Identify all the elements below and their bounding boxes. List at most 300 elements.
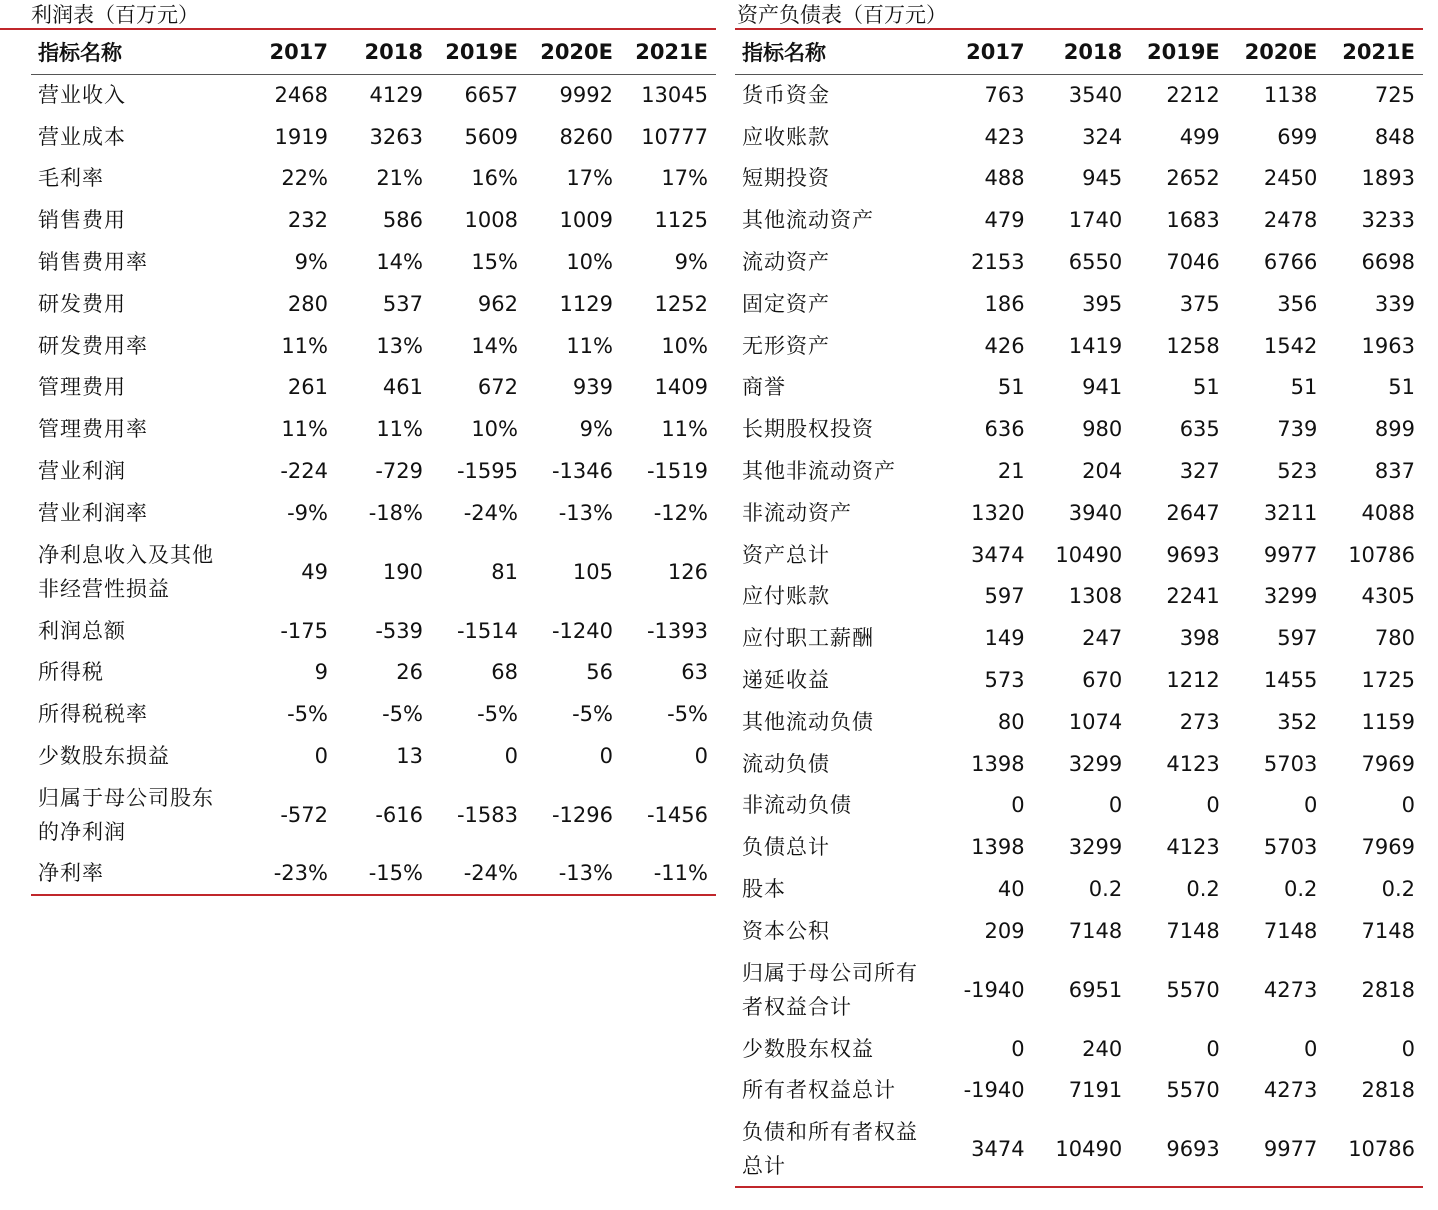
cell-2020e: 352 bbox=[1277, 709, 1318, 734]
cell-2019e: 10% bbox=[471, 417, 518, 442]
cell-2019e: -1595 bbox=[456, 459, 518, 484]
cell-2019e: 672 bbox=[477, 375, 518, 400]
cell-2017: 149 bbox=[984, 626, 1025, 651]
cell-2018: 3940 bbox=[1068, 500, 1123, 525]
cell-2019e: 2647 bbox=[1166, 500, 1220, 525]
table-row bbox=[31, 283, 716, 325]
cell-2018: 21% bbox=[376, 166, 423, 191]
table-row bbox=[735, 868, 1423, 910]
cell-2019e: 4123 bbox=[1166, 835, 1220, 860]
cell-2020e: 0 bbox=[1304, 793, 1318, 818]
column-header-name: 指标名称 bbox=[31, 30, 241, 74]
row-label: 流动资产 bbox=[742, 250, 830, 275]
cell-2021e: -1393 bbox=[646, 618, 708, 643]
table-row bbox=[735, 826, 1423, 868]
cell-2020e: 10% bbox=[566, 250, 613, 275]
cell-2019e: 5570 bbox=[1166, 977, 1220, 1002]
column-header-2018: 2018 bbox=[336, 30, 431, 74]
cell-2021e: 126 bbox=[667, 559, 708, 584]
cell-2017: -1940 bbox=[963, 1078, 1025, 1103]
cell-2018: 395 bbox=[1082, 291, 1123, 316]
table-row bbox=[31, 116, 716, 158]
income-statement-panel bbox=[31, 0, 716, 896]
cell-2017: 186 bbox=[984, 291, 1025, 316]
cell-2020e: 8260 bbox=[559, 124, 613, 149]
row-label: 非流动资产 bbox=[742, 500, 852, 525]
cell-2019e: -24% bbox=[431, 853, 526, 895]
cell-2019e: -1514 bbox=[456, 618, 518, 643]
cell-2019e: 9693 bbox=[1166, 542, 1220, 567]
cell-2019e: 16% bbox=[471, 166, 518, 191]
cell-2021e: 0.2 bbox=[1381, 877, 1415, 902]
row-label: 利润总额 bbox=[38, 618, 126, 643]
table-row bbox=[31, 853, 716, 895]
cell-2017: 80 bbox=[997, 709, 1025, 734]
cell-2018: 3263 bbox=[369, 124, 423, 149]
cell-2017: 488 bbox=[984, 166, 1025, 191]
cell-2018: 537 bbox=[382, 291, 423, 316]
row-label: 长期股权投资 bbox=[742, 417, 874, 442]
column-header-2019e: 2019E bbox=[1130, 30, 1228, 74]
cell-2018: 3299 bbox=[1068, 751, 1123, 776]
cell-2018: 1419 bbox=[1068, 333, 1123, 358]
cell-2017: 40 bbox=[997, 877, 1025, 902]
column-header-name: 指标名称 bbox=[735, 30, 935, 74]
cell-2017: 423 bbox=[984, 124, 1025, 149]
column-header-2021e: 2021E bbox=[1325, 30, 1423, 74]
cell-2021e: 0 bbox=[1401, 793, 1415, 818]
cell-2018: 4129 bbox=[369, 83, 423, 108]
cell-2019e: 9693 bbox=[1130, 1111, 1228, 1187]
cell-2020e: 2478 bbox=[1263, 208, 1318, 233]
table-row bbox=[31, 408, 716, 450]
cell-2021e: 4088 bbox=[1361, 500, 1415, 525]
cell-2018: 461 bbox=[382, 375, 423, 400]
cell-2020e: 6766 bbox=[1263, 250, 1318, 275]
row-label: 管理费用率 bbox=[38, 417, 148, 442]
income-statement-title: 利润表（百万元） bbox=[0, 0, 716, 30]
cell-2021e: 10% bbox=[661, 333, 708, 358]
cell-2021e: 17% bbox=[661, 166, 708, 191]
cell-2021e: 339 bbox=[1374, 291, 1415, 316]
row-label: 非流动负债 bbox=[742, 793, 852, 818]
cell-2018: 1074 bbox=[1068, 709, 1123, 734]
cell-2020e: 56 bbox=[586, 660, 613, 685]
cell-2020e: 1129 bbox=[559, 291, 613, 316]
cell-2021e: 2818 bbox=[1361, 1078, 1415, 1103]
table-row bbox=[31, 610, 716, 652]
cell-2020e: 356 bbox=[1277, 291, 1318, 316]
cell-2019e: -5% bbox=[477, 702, 518, 727]
cell-2017: 11% bbox=[281, 333, 328, 358]
cell-2019e: 2241 bbox=[1166, 584, 1220, 609]
table-row bbox=[735, 910, 1423, 952]
table-row bbox=[31, 492, 716, 534]
cell-2018: 7191 bbox=[1068, 1078, 1123, 1103]
table-row bbox=[735, 283, 1423, 325]
column-header-2018: 2018 bbox=[1033, 30, 1131, 74]
table-row bbox=[735, 743, 1423, 785]
cell-2020e: 0 bbox=[1304, 1036, 1318, 1061]
row-label: 少数股东权益 bbox=[742, 1036, 874, 1061]
row-label: 无形资产 bbox=[742, 333, 830, 358]
table-row bbox=[735, 74, 1423, 116]
table-row bbox=[31, 241, 716, 283]
cell-2021e: 10777 bbox=[641, 124, 708, 149]
cell-2017: 232 bbox=[287, 208, 328, 233]
cell-2021e: 899 bbox=[1374, 417, 1415, 442]
cell-2017: -5% bbox=[287, 702, 328, 727]
cell-2017: 479 bbox=[984, 208, 1025, 233]
row-label: 商誉 bbox=[742, 375, 786, 400]
cell-2020e: 2450 bbox=[1263, 166, 1318, 191]
cell-2019e: 273 bbox=[1179, 709, 1220, 734]
cell-2020e: 1138 bbox=[1263, 83, 1318, 108]
cell-2018: 945 bbox=[1082, 166, 1123, 191]
cell-2020e: 9% bbox=[579, 417, 613, 442]
row-label: 应收账款 bbox=[742, 124, 830, 149]
row-label: 营业收入 bbox=[38, 83, 126, 108]
row-label: 其他流动负债 bbox=[742, 709, 874, 734]
cell-2020e: 699 bbox=[1277, 124, 1318, 149]
cell-2019e: 1212 bbox=[1166, 668, 1220, 693]
cell-2019e: 51 bbox=[1193, 375, 1220, 400]
cell-2019e: 962 bbox=[477, 291, 518, 316]
cell-2019e: 0 bbox=[1206, 793, 1220, 818]
cell-2020e: 3211 bbox=[1263, 500, 1318, 525]
cell-2019e: 68 bbox=[491, 660, 518, 685]
table-row bbox=[31, 693, 716, 735]
cell-2019e: 7148 bbox=[1166, 918, 1220, 943]
cell-2018: 1308 bbox=[1068, 584, 1123, 609]
income-table-body bbox=[31, 74, 716, 895]
cell-2020e: 5703 bbox=[1263, 835, 1318, 860]
cell-2019e: 0.2 bbox=[1186, 877, 1220, 902]
row-label: 研发费用 bbox=[38, 291, 126, 316]
balance-sheet-panel bbox=[735, 0, 1423, 1188]
table-row bbox=[735, 241, 1423, 283]
cell-2018: 190 bbox=[382, 559, 423, 584]
cell-2017: 22% bbox=[281, 166, 328, 191]
cell-2018: 941 bbox=[1082, 375, 1123, 400]
cell-2017: 0 bbox=[314, 744, 328, 769]
cell-2021e: 725 bbox=[1374, 83, 1415, 108]
column-header-2017: 2017 bbox=[935, 30, 1033, 74]
row-label: 研发费用率 bbox=[38, 333, 148, 358]
cell-2018: 10490 bbox=[1033, 1111, 1131, 1187]
income-statement-table bbox=[31, 30, 716, 896]
row-label: 货币资金 bbox=[742, 83, 830, 108]
row-label: 固定资产 bbox=[742, 291, 830, 316]
cell-2020e: -1346 bbox=[551, 459, 613, 484]
cell-2021e: 837 bbox=[1374, 459, 1415, 484]
cell-2018: -616 bbox=[375, 802, 423, 827]
cell-2020e: 7148 bbox=[1263, 918, 1318, 943]
cell-2017: 209 bbox=[984, 918, 1025, 943]
table-row bbox=[735, 1028, 1423, 1070]
row-label: 净利率 bbox=[31, 853, 241, 895]
cell-2018: -5% bbox=[382, 702, 423, 727]
cell-2021e: 7969 bbox=[1361, 835, 1415, 860]
column-header-2020e: 2020E bbox=[526, 30, 621, 74]
row-label: 其他非流动资产 bbox=[742, 459, 896, 484]
cell-2018: 1740 bbox=[1068, 208, 1123, 233]
cell-2021e: -5% bbox=[667, 702, 708, 727]
cell-2021e: 1409 bbox=[654, 375, 708, 400]
cell-2019e: 1008 bbox=[464, 208, 518, 233]
cell-2019e: 0 bbox=[1206, 1036, 1220, 1061]
cell-2020e: 9977 bbox=[1263, 542, 1318, 567]
table-row bbox=[735, 199, 1423, 241]
cell-2017: 49 bbox=[301, 559, 328, 584]
cell-2020e: 17% bbox=[566, 166, 613, 191]
cell-2020e: 1542 bbox=[1263, 333, 1318, 358]
balance-sheet-table bbox=[735, 30, 1423, 1188]
cell-2019e: 81 bbox=[491, 559, 518, 584]
cell-2018: 204 bbox=[1082, 459, 1123, 484]
cell-2018: 980 bbox=[1082, 417, 1123, 442]
cell-2017: 1398 bbox=[971, 751, 1025, 776]
cell-2021e: 0 bbox=[694, 744, 708, 769]
table-row bbox=[31, 652, 716, 694]
cell-2017: 0 bbox=[1011, 793, 1025, 818]
cell-2018: -729 bbox=[375, 459, 423, 484]
table-row bbox=[735, 450, 1423, 492]
cell-2017: 426 bbox=[984, 333, 1025, 358]
cell-2018: 0 bbox=[1108, 793, 1123, 818]
cell-2017: -175 bbox=[280, 618, 328, 643]
column-header-2021e: 2021E bbox=[621, 30, 716, 74]
cell-2020e: -13% bbox=[526, 853, 621, 895]
cell-2021e: -1519 bbox=[646, 459, 708, 484]
cell-2019e: -24% bbox=[463, 500, 518, 525]
cell-2019e: 5570 bbox=[1166, 1078, 1220, 1103]
table-row bbox=[735, 576, 1423, 618]
cell-2020e: -13% bbox=[558, 500, 613, 525]
row-label: 归属于母公司所有者权益合计 bbox=[742, 960, 918, 1019]
table-row bbox=[735, 408, 1423, 450]
cell-2018: -539 bbox=[375, 618, 423, 643]
row-label: 少数股东损益 bbox=[38, 744, 170, 769]
cell-2018: 14% bbox=[376, 250, 423, 275]
cell-2021e: 1252 bbox=[654, 291, 708, 316]
table-row bbox=[735, 492, 1423, 534]
row-label: 营业利润率 bbox=[38, 500, 148, 525]
cell-2018: 3540 bbox=[1068, 83, 1123, 108]
cell-2017: 1320 bbox=[971, 500, 1025, 525]
cell-2019e: 6657 bbox=[464, 83, 518, 108]
cell-2021e: 4305 bbox=[1361, 584, 1415, 609]
cell-2017: 1398 bbox=[971, 835, 1025, 860]
cell-2020e: 0 bbox=[599, 744, 613, 769]
cell-2018: 13% bbox=[376, 333, 423, 358]
cell-2021e: 6698 bbox=[1361, 250, 1415, 275]
table-row bbox=[735, 701, 1423, 743]
cell-2018: 586 bbox=[382, 208, 423, 233]
cell-2021e: 1725 bbox=[1361, 668, 1415, 693]
cell-2021e: 10786 bbox=[1325, 1111, 1423, 1187]
table-header-row bbox=[31, 30, 716, 74]
cell-2018: 13 bbox=[396, 744, 423, 769]
cell-2017: -1940 bbox=[963, 977, 1025, 1002]
table-row bbox=[31, 450, 716, 492]
cell-2021e: 3233 bbox=[1361, 208, 1415, 233]
cell-2017: 573 bbox=[984, 668, 1025, 693]
cell-2020e: -1240 bbox=[551, 618, 613, 643]
cell-2020e: 1009 bbox=[559, 208, 613, 233]
cell-2017: 9% bbox=[294, 250, 328, 275]
column-header-2020e: 2020E bbox=[1228, 30, 1326, 74]
cell-2018: 324 bbox=[1082, 124, 1123, 149]
cell-2018: 240 bbox=[1082, 1036, 1123, 1061]
table-row bbox=[31, 199, 716, 241]
cell-2019e: 14% bbox=[471, 333, 518, 358]
cell-2021e: 780 bbox=[1374, 626, 1415, 651]
cell-2020e: 3299 bbox=[1263, 584, 1318, 609]
cell-2019e: 499 bbox=[1179, 124, 1220, 149]
row-label: 流动负债 bbox=[742, 751, 830, 776]
cell-2017: 51 bbox=[997, 375, 1025, 400]
cell-2021e: 7148 bbox=[1361, 918, 1415, 943]
cell-2021e: 1125 bbox=[654, 208, 708, 233]
table-row bbox=[31, 735, 716, 777]
row-label: 资本公积 bbox=[742, 918, 830, 943]
cell-2017: 2468 bbox=[274, 83, 328, 108]
cell-2018: 3299 bbox=[1068, 835, 1123, 860]
cell-2018: 26 bbox=[396, 660, 423, 685]
cell-2019e: 0 bbox=[504, 744, 518, 769]
cell-2019e: 2652 bbox=[1166, 166, 1220, 191]
cell-2021e: -12% bbox=[653, 500, 708, 525]
cell-2017: 9 bbox=[314, 660, 328, 685]
row-label: 所得税 bbox=[38, 660, 104, 685]
cell-2019e: 4123 bbox=[1166, 751, 1220, 776]
table-row bbox=[735, 158, 1423, 200]
cell-2017: -224 bbox=[280, 459, 328, 484]
cell-2017: 1919 bbox=[274, 124, 328, 149]
cell-2017: 636 bbox=[984, 417, 1025, 442]
row-label: 应付职工薪酬 bbox=[742, 626, 874, 651]
cell-2019e: -1583 bbox=[456, 802, 518, 827]
row-label: 营业利润 bbox=[38, 459, 126, 484]
cell-2020e: 11% bbox=[566, 333, 613, 358]
table-row bbox=[735, 116, 1423, 158]
cell-2021e: 10786 bbox=[1348, 542, 1415, 567]
cell-2020e: 939 bbox=[572, 375, 613, 400]
cell-2017: 597 bbox=[984, 584, 1025, 609]
cell-2018: 10490 bbox=[1055, 542, 1123, 567]
cell-2021e: 9% bbox=[674, 250, 708, 275]
row-label: 销售费用 bbox=[38, 208, 126, 233]
table-row bbox=[735, 785, 1423, 827]
cell-2020e: 0.2 bbox=[1283, 877, 1318, 902]
cell-2017: 3474 bbox=[935, 1111, 1033, 1187]
cell-2020e: 105 bbox=[572, 559, 613, 584]
row-label: 毛利率 bbox=[38, 166, 104, 191]
cell-2020e: -1296 bbox=[551, 802, 613, 827]
cell-2021e: -11% bbox=[621, 853, 716, 895]
cell-2017: -9% bbox=[287, 500, 328, 525]
cell-2021e: 51 bbox=[1388, 375, 1415, 400]
cell-2021e: 848 bbox=[1374, 124, 1415, 149]
cell-2019e: 1258 bbox=[1166, 333, 1220, 358]
cell-2021e: 11% bbox=[661, 417, 708, 442]
cell-2020e: 739 bbox=[1277, 417, 1318, 442]
cell-2017: 280 bbox=[287, 291, 328, 316]
table-row bbox=[31, 534, 716, 610]
cell-2021e: 63 bbox=[681, 660, 708, 685]
cell-2019e: 7046 bbox=[1166, 250, 1220, 275]
balance-sheet-title: 资产负债表（百万元） bbox=[735, 0, 1423, 30]
cell-2019e: 5609 bbox=[464, 124, 518, 149]
cell-2020e: 1455 bbox=[1263, 668, 1318, 693]
table-row bbox=[735, 952, 1423, 1028]
cell-2017: -23% bbox=[241, 853, 336, 895]
table-row bbox=[735, 1070, 1423, 1112]
cell-2017: 261 bbox=[287, 375, 328, 400]
row-label: 所有者权益总计 bbox=[742, 1078, 896, 1103]
column-header-2019e: 2019E bbox=[431, 30, 526, 74]
row-label: 负债和所有者权益总计 bbox=[735, 1111, 935, 1187]
cell-2017: 3474 bbox=[971, 542, 1025, 567]
table-row bbox=[735, 325, 1423, 367]
cell-2019e: 327 bbox=[1179, 459, 1220, 484]
cell-2018: -15% bbox=[336, 853, 431, 895]
cell-2021e: 2818 bbox=[1361, 977, 1415, 1002]
table-row bbox=[31, 325, 716, 367]
column-header-2017: 2017 bbox=[241, 30, 336, 74]
cell-2021e: 7969 bbox=[1361, 751, 1415, 776]
cell-2018: -18% bbox=[368, 500, 423, 525]
cell-2020e: 523 bbox=[1277, 459, 1318, 484]
row-label: 递延收益 bbox=[742, 668, 830, 693]
cell-2020e: 5703 bbox=[1263, 751, 1318, 776]
table-header-row bbox=[735, 30, 1423, 74]
cell-2019e: 15% bbox=[471, 250, 518, 275]
table-row bbox=[735, 367, 1423, 409]
cell-2020e: 51 bbox=[1290, 375, 1318, 400]
cell-2020e: 9992 bbox=[559, 83, 613, 108]
row-label: 负债总计 bbox=[742, 835, 830, 860]
cell-2019e: 1683 bbox=[1166, 208, 1220, 233]
cell-2021e: 13045 bbox=[641, 83, 708, 108]
cell-2018: 7148 bbox=[1068, 918, 1123, 943]
cell-2020e: 4273 bbox=[1263, 977, 1318, 1002]
table-row bbox=[735, 534, 1423, 576]
cell-2018: 247 bbox=[1082, 626, 1123, 651]
table-row bbox=[31, 158, 716, 200]
cell-2019e: 375 bbox=[1179, 291, 1220, 316]
cell-2017: -572 bbox=[280, 802, 328, 827]
row-label: 所得税税率 bbox=[38, 702, 148, 727]
cell-2019e: 635 bbox=[1179, 417, 1220, 442]
table-row bbox=[735, 617, 1423, 659]
table-row bbox=[31, 74, 716, 116]
cell-2017: 11% bbox=[281, 417, 328, 442]
cell-2017: 0 bbox=[1011, 1036, 1025, 1061]
balance-table-body bbox=[735, 74, 1423, 1187]
cell-2021e: 1159 bbox=[1361, 709, 1415, 734]
row-label: 应付账款 bbox=[742, 584, 830, 609]
cell-2018: 670 bbox=[1082, 668, 1123, 693]
table-row bbox=[735, 1111, 1423, 1187]
cell-2020e: -5% bbox=[572, 702, 613, 727]
table-row bbox=[31, 777, 716, 853]
cell-2018: 0.2 bbox=[1088, 877, 1123, 902]
cell-2018: 11% bbox=[376, 417, 423, 442]
row-label: 净利息收入及其他非经营性损益 bbox=[38, 542, 214, 601]
table-row bbox=[31, 367, 716, 409]
